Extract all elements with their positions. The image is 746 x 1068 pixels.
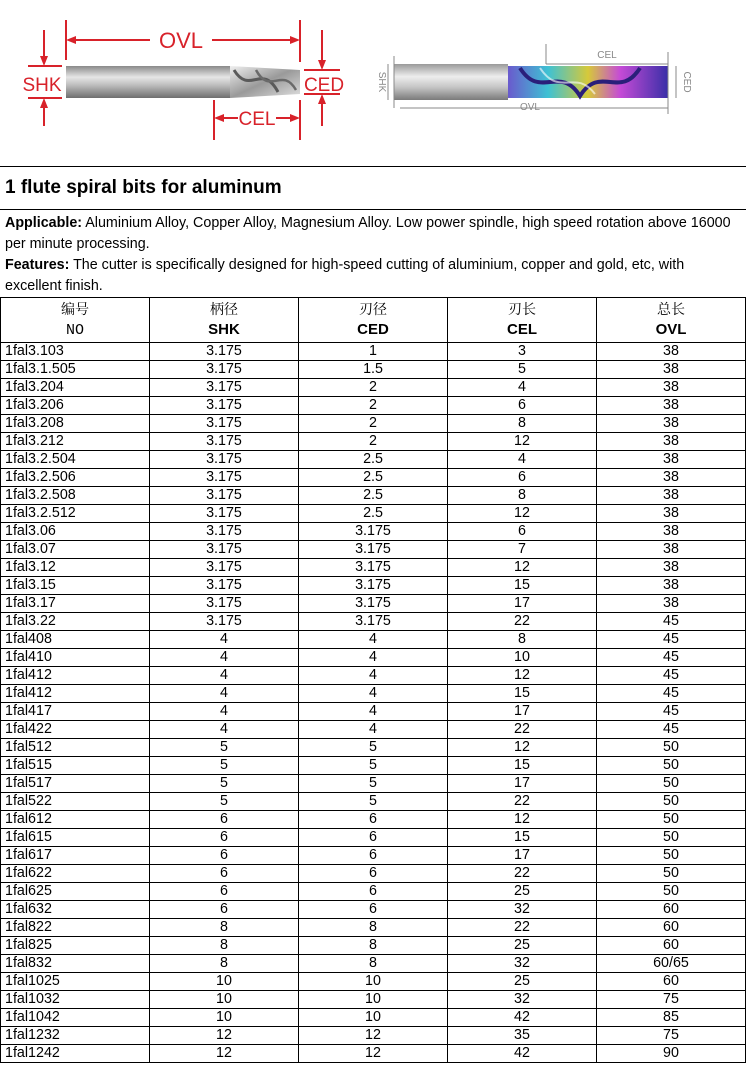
table-row <box>1 901 746 919</box>
cell-ovl: 38 <box>597 451 746 469</box>
cell-ced: 1.5 <box>299 361 448 379</box>
table-row <box>1 469 746 487</box>
cell-no: 1fal615 <box>1 829 150 847</box>
applicable-label: Applicable: <box>5 215 83 231</box>
shank-shape <box>66 66 230 98</box>
table-row <box>1 937 746 955</box>
cell-ovl: 38 <box>597 433 746 451</box>
cell-shk: 12 <box>150 1045 299 1063</box>
cell-ovl: 50 <box>597 757 746 775</box>
cell-shk: 4 <box>150 649 299 667</box>
applicable-paragraph <box>5 213 741 255</box>
cell-cel: 12 <box>448 505 597 523</box>
cell-ovl: 85 <box>597 1009 746 1027</box>
cell-ced: 4 <box>299 649 448 667</box>
cell-shk: 3.175 <box>150 577 299 595</box>
cell-no: 1fal622 <box>1 865 150 883</box>
cell-ced: 2 <box>299 433 448 451</box>
cell-ced: 3.175 <box>299 523 448 541</box>
cell-ced: 10 <box>299 973 448 991</box>
cell-cel: 35 <box>448 1027 597 1045</box>
cell-no: 1fal422 <box>1 721 150 739</box>
cell-ovl: 60 <box>597 973 746 991</box>
cell-no: 1fal3.17 <box>1 595 150 613</box>
cell-cel: 8 <box>448 631 597 649</box>
cell-shk: 6 <box>150 865 299 883</box>
cell-ovl: 45 <box>597 649 746 667</box>
cell-no: 1fal1032 <box>1 991 150 1009</box>
cell-shk: 6 <box>150 811 299 829</box>
table-row <box>1 991 746 1009</box>
cell-no: 1fal1025 <box>1 973 150 991</box>
cell-no: 1fal3.208 <box>1 415 150 433</box>
cell-cel: 25 <box>448 937 597 955</box>
table-row <box>1 865 746 883</box>
cell-cel: 12 <box>448 667 597 685</box>
cell-cel: 8 <box>448 487 597 505</box>
cell-no: 1fal612 <box>1 811 150 829</box>
cell-ced: 2 <box>299 415 448 433</box>
cell-no: 1fal1242 <box>1 1045 150 1063</box>
cell-shk: 5 <box>150 775 299 793</box>
cell-shk: 6 <box>150 829 299 847</box>
cell-shk: 4 <box>150 667 299 685</box>
features-paragraph <box>5 255 741 297</box>
table-row <box>1 631 746 649</box>
cell-no: 1fal408 <box>1 631 150 649</box>
cell-shk: 5 <box>150 739 299 757</box>
header-shk: 柄径 SHK <box>150 298 299 343</box>
cell-cel: 22 <box>448 919 597 937</box>
cell-shk: 4 <box>150 631 299 649</box>
cell-ced: 6 <box>299 901 448 919</box>
cell-no: 1fal3.06 <box>1 523 150 541</box>
applicable-text: Aluminium Alloy, Copper Alloy, Magnesium Alloy. Low power spindle, high speed rotation above 16000 per minute processing. <box>5 215 731 252</box>
cell-ced: 3.175 <box>299 559 448 577</box>
cell-ced: 4 <box>299 667 448 685</box>
cell-ovl: 38 <box>597 577 746 595</box>
cell-cel: 15 <box>448 577 597 595</box>
cell-shk: 3.175 <box>150 595 299 613</box>
table-row <box>1 667 746 685</box>
table-row <box>1 397 746 415</box>
cell-ovl: 38 <box>597 397 746 415</box>
cell-ovl: 50 <box>597 865 746 883</box>
cell-ovl: 45 <box>597 685 746 703</box>
cell-cel: 25 <box>448 973 597 991</box>
cell-ced: 10 <box>299 991 448 1009</box>
header-ovl: 总长 OVL <box>597 298 746 343</box>
cell-ovl: 38 <box>597 343 746 361</box>
cell-shk: 10 <box>150 1009 299 1027</box>
cell-cel: 5 <box>448 361 597 379</box>
cell-ced: 3.175 <box>299 613 448 631</box>
cell-cel: 25 <box>448 883 597 901</box>
cell-ced: 4 <box>299 685 448 703</box>
cell-no: 1fal3.1.505 <box>1 361 150 379</box>
cell-shk: 4 <box>150 685 299 703</box>
cell-cel: 15 <box>448 685 597 703</box>
cell-cel: 4 <box>448 379 597 397</box>
cell-ovl: 38 <box>597 487 746 505</box>
coated-ovl-label: OVL <box>519 102 541 113</box>
cell-no: 1fal3.07 <box>1 541 150 559</box>
shk-label: SHK <box>22 75 62 96</box>
cell-no: 1fal3.2.508 <box>1 487 150 505</box>
cell-cel: 15 <box>448 757 597 775</box>
cell-no: 1fal522 <box>1 793 150 811</box>
table-row <box>1 955 746 973</box>
table-row <box>1 649 746 667</box>
cell-cel: 6 <box>448 397 597 415</box>
coated-bit-diagram <box>370 28 700 118</box>
cell-ced: 4 <box>299 631 448 649</box>
header-cel: 刃长 CEL <box>448 298 597 343</box>
cell-shk: 6 <box>150 847 299 865</box>
table-body <box>1 343 746 1063</box>
cell-shk: 3.175 <box>150 433 299 451</box>
table-row <box>1 487 746 505</box>
table-header-row <box>1 298 746 343</box>
header-no: 编号 NO <box>1 298 150 343</box>
cell-no: 1fal1232 <box>1 1027 150 1045</box>
ovl-label: OVL <box>158 28 204 53</box>
cell-cel: 22 <box>448 865 597 883</box>
cell-no: 1fal3.206 <box>1 397 150 415</box>
cell-shk: 3.175 <box>150 559 299 577</box>
cell-shk: 10 <box>150 991 299 1009</box>
table-row <box>1 973 746 991</box>
cell-ovl: 38 <box>597 361 746 379</box>
cell-cel: 7 <box>448 541 597 559</box>
cell-ovl: 38 <box>597 505 746 523</box>
cell-ovl: 45 <box>597 721 746 739</box>
cell-shk: 8 <box>150 919 299 937</box>
cell-cel: 12 <box>448 559 597 577</box>
coated-shank-shape <box>394 64 508 100</box>
cell-cel: 10 <box>448 649 597 667</box>
cell-shk: 8 <box>150 937 299 955</box>
cell-shk: 12 <box>150 1027 299 1045</box>
table-row <box>1 415 746 433</box>
table-row <box>1 577 746 595</box>
cell-ced: 2 <box>299 379 448 397</box>
cell-no: 1fal3.22 <box>1 613 150 631</box>
product-diagrams <box>0 0 746 166</box>
cell-ced: 4 <box>299 703 448 721</box>
features-label: Features: <box>5 257 70 273</box>
cell-cel: 6 <box>448 523 597 541</box>
cell-no: 1fal632 <box>1 901 150 919</box>
cell-ced: 3.175 <box>299 595 448 613</box>
cell-cel: 42 <box>448 1045 597 1063</box>
cell-ovl: 90 <box>597 1045 746 1063</box>
cell-shk: 3.175 <box>150 343 299 361</box>
table-row <box>1 847 746 865</box>
cell-ovl: 50 <box>597 793 746 811</box>
cell-shk: 3.175 <box>150 487 299 505</box>
cell-no: 1fal3.12 <box>1 559 150 577</box>
features-text: The cutter is specifically designed for high-speed cutting of aluminium, copper and gold, etc, with excellent finish. <box>5 257 685 294</box>
header-ced: 刃径 CED <box>299 298 448 343</box>
table-row <box>1 451 746 469</box>
ced-label: CED <box>303 75 345 96</box>
cell-no: 1fal412 <box>1 667 150 685</box>
cell-cel: 3 <box>448 343 597 361</box>
cell-shk: 3.175 <box>150 469 299 487</box>
cell-shk: 10 <box>150 973 299 991</box>
cell-cel: 12 <box>448 433 597 451</box>
cell-cel: 32 <box>448 991 597 1009</box>
cell-ced: 6 <box>299 829 448 847</box>
cell-cel: 32 <box>448 955 597 973</box>
cell-cel: 17 <box>448 703 597 721</box>
cell-cel: 22 <box>448 721 597 739</box>
cell-ovl: 75 <box>597 1027 746 1045</box>
cell-shk: 4 <box>150 703 299 721</box>
cell-cel: 17 <box>448 775 597 793</box>
cell-shk: 4 <box>150 721 299 739</box>
cell-ovl: 50 <box>597 739 746 757</box>
cell-no: 1fal517 <box>1 775 150 793</box>
cell-shk: 3.175 <box>150 361 299 379</box>
cell-no: 1fal3.15 <box>1 577 150 595</box>
table-row <box>1 1045 746 1063</box>
cell-cel: 8 <box>448 415 597 433</box>
table-row <box>1 775 746 793</box>
cell-no: 1fal417 <box>1 703 150 721</box>
table-row <box>1 757 746 775</box>
cell-ovl: 38 <box>597 415 746 433</box>
cell-cel: 22 <box>448 793 597 811</box>
cell-ovl: 38 <box>597 523 746 541</box>
cell-ced: 2.5 <box>299 451 448 469</box>
cell-shk: 6 <box>150 901 299 919</box>
cell-cel: 6 <box>448 469 597 487</box>
table-row <box>1 361 746 379</box>
cell-ced: 5 <box>299 757 448 775</box>
cell-ced: 12 <box>299 1045 448 1063</box>
cell-ovl: 38 <box>597 469 746 487</box>
cell-ovl: 60 <box>597 919 746 937</box>
cell-cel: 12 <box>448 811 597 829</box>
cell-shk: 3.175 <box>150 523 299 541</box>
table-row <box>1 433 746 451</box>
cell-no: 1fal412 <box>1 685 150 703</box>
cell-ced: 12 <box>299 1027 448 1045</box>
table-row <box>1 1027 746 1045</box>
cell-ced: 4 <box>299 721 448 739</box>
cell-ovl: 60 <box>597 901 746 919</box>
cell-ced: 6 <box>299 811 448 829</box>
cell-shk: 3.175 <box>150 397 299 415</box>
cell-ovl: 38 <box>597 595 746 613</box>
cell-no: 1fal512 <box>1 739 150 757</box>
cell-ovl: 75 <box>597 991 746 1009</box>
table-row <box>1 721 746 739</box>
cell-no: 1fal3.103 <box>1 343 150 361</box>
cell-ovl: 38 <box>597 379 746 397</box>
cell-ovl: 45 <box>597 613 746 631</box>
cell-no: 1fal3.204 <box>1 379 150 397</box>
table-row <box>1 1009 746 1027</box>
cell-shk: 3.175 <box>150 379 299 397</box>
cell-cel: 12 <box>448 739 597 757</box>
cell-no: 1fal3.2.504 <box>1 451 150 469</box>
cell-ovl: 38 <box>597 559 746 577</box>
cell-ovl: 38 <box>597 541 746 559</box>
table-row <box>1 793 746 811</box>
table-row <box>1 595 746 613</box>
cell-ovl: 50 <box>597 811 746 829</box>
page-title: 1 flute spiral bits for aluminum <box>5 177 282 198</box>
cell-ced: 2.5 <box>299 469 448 487</box>
cell-shk: 8 <box>150 955 299 973</box>
table-row <box>1 811 746 829</box>
coated-shk-label: SHK <box>376 71 387 93</box>
table-row <box>1 505 746 523</box>
table-row <box>1 541 746 559</box>
table-row <box>1 703 746 721</box>
table-row <box>1 523 746 541</box>
cell-ced: 5 <box>299 739 448 757</box>
cel-label: CEL <box>238 109 276 130</box>
coated-cel-label: CEL <box>597 50 617 61</box>
table-row <box>1 883 746 901</box>
table-row <box>1 559 746 577</box>
cell-shk: 5 <box>150 793 299 811</box>
cell-shk: 3.175 <box>150 505 299 523</box>
cell-no: 1fal410 <box>1 649 150 667</box>
cell-ced: 2 <box>299 397 448 415</box>
coated-ced-label: CED <box>681 71 692 93</box>
cell-ovl: 50 <box>597 775 746 793</box>
cell-ovl: 50 <box>597 829 746 847</box>
cell-no: 1fal625 <box>1 883 150 901</box>
table-row <box>1 685 746 703</box>
table-row <box>1 613 746 631</box>
dimension-diagram <box>0 0 360 160</box>
cell-ced: 6 <box>299 883 448 901</box>
description <box>5 213 741 297</box>
cell-ovl: 45 <box>597 631 746 649</box>
cell-ced: 2.5 <box>299 487 448 505</box>
cell-cel: 15 <box>448 829 597 847</box>
cell-ced: 2.5 <box>299 505 448 523</box>
cell-no: 1fal1042 <box>1 1009 150 1027</box>
cell-no: 1fal825 <box>1 937 150 955</box>
cell-shk: 6 <box>150 883 299 901</box>
cell-ced: 6 <box>299 847 448 865</box>
cell-cel: 32 <box>448 901 597 919</box>
table-row <box>1 829 746 847</box>
cell-no: 1fal515 <box>1 757 150 775</box>
cell-shk: 5 <box>150 757 299 775</box>
cell-ced: 6 <box>299 865 448 883</box>
cell-cel: 17 <box>448 595 597 613</box>
cell-ced: 1 <box>299 343 448 361</box>
cell-shk: 3.175 <box>150 415 299 433</box>
cell-cel: 42 <box>448 1009 597 1027</box>
title-bar <box>0 166 746 210</box>
cell-no: 1fal822 <box>1 919 150 937</box>
cell-ced: 10 <box>299 1009 448 1027</box>
table-row <box>1 739 746 757</box>
cell-no: 1fal3.2.506 <box>1 469 150 487</box>
cell-ced: 3.175 <box>299 541 448 559</box>
cell-ced: 5 <box>299 775 448 793</box>
cell-no: 1fal3.212 <box>1 433 150 451</box>
cell-ovl: 60/65 <box>597 955 746 973</box>
cell-cel: 17 <box>448 847 597 865</box>
cell-shk: 3.175 <box>150 541 299 559</box>
cell-cel: 22 <box>448 613 597 631</box>
table-row <box>1 343 746 361</box>
cell-ovl: 45 <box>597 667 746 685</box>
cell-ced: 8 <box>299 919 448 937</box>
cell-shk: 3.175 <box>150 451 299 469</box>
cell-ced: 8 <box>299 955 448 973</box>
table-row <box>1 919 746 937</box>
cell-shk: 3.175 <box>150 613 299 631</box>
cell-ced: 5 <box>299 793 448 811</box>
cell-ced: 8 <box>299 937 448 955</box>
cell-no: 1fal3.2.512 <box>1 505 150 523</box>
cell-ovl: 50 <box>597 883 746 901</box>
cell-ced: 3.175 <box>299 577 448 595</box>
cell-no: 1fal832 <box>1 955 150 973</box>
cell-ovl: 60 <box>597 937 746 955</box>
cell-cel: 4 <box>448 451 597 469</box>
cell-ovl: 50 <box>597 847 746 865</box>
table-row <box>1 379 746 397</box>
cell-no: 1fal617 <box>1 847 150 865</box>
cell-ovl: 45 <box>597 703 746 721</box>
spec-table <box>0 297 746 1063</box>
